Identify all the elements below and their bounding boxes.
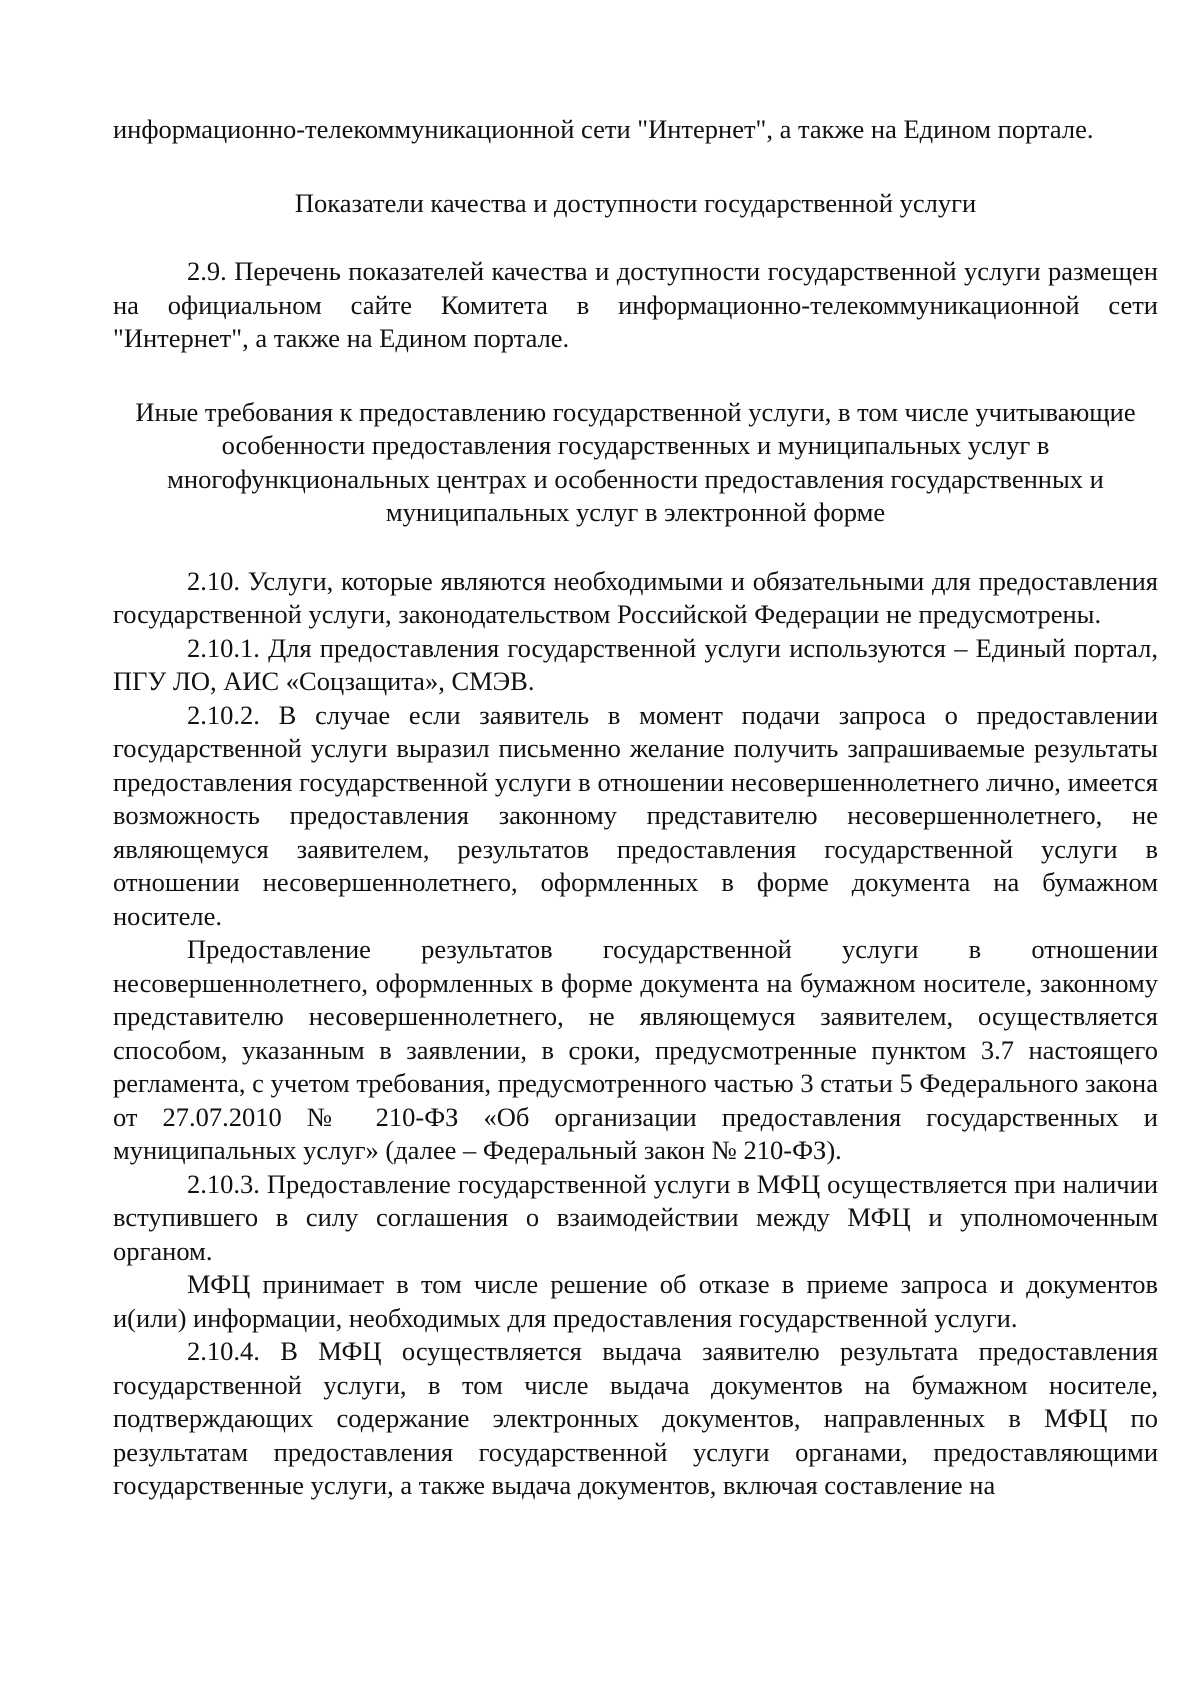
paragraph-2-10-2: 2.10.2. В случае если заявитель в момент подачи запроса о предоставлении государственной услуги выразил письменно желание получить запрашиваемые результаты предоставления государственной услуги в отношении несовершеннолетнего лично, имеется возможность предоставления законному представителю несовершеннолетнего, не являющемуся заявителем, результатов предоставления государственной услуги в отношении несовершеннолетнего, оформленных в форме документа на бумажном носителе. — [113, 699, 1158, 931]
paragraph-2-10-4: 2.10.4. В МФЦ осуществляется выдача заявителю результата предоставления государственной услуги, в том числе выдача документов на бумажном носителе, подтверждающих содержание электронных документов, направленных в МФЦ по результатам предоставления государственной услуги органами, предоставляющими государственные услуги, а также выдача документов, включая составление на — [113, 1336, 1158, 1500]
paragraph-results: Предоставление результатов государственной услуги в отношении несовершеннолетнего, оформленных в форме документа на бумажном носителе, законному представителю несовершеннолетнего, не являющемуся заявителем, осуществляется способом, указанным в заявлении, в сроки, предусмотренные пунктом 3.7 настоящего регламента, с учетом требования, предусмотренного частью 3 статьи 5 Федерального закона от 27.07.2010 № 210-ФЗ «Об организации предоставления государственных и муниципальных услуг» (далее – Федеральный закон № 210-ФЗ). — [113, 934, 1158, 1165]
intro-paragraph: информационно-телекоммуникационной сети "Интернет", а также на Едином портале. — [113, 114, 1094, 144]
paragraph-2-9: 2.9. Перечень показателей качества и доступности государственной услуги размещен на официальном сайте Комитета в информационно-телекоммуникационной сети "Интернет", а также на Едином портале. — [113, 256, 1158, 353]
paragraph-mfc: МФЦ принимает в том числе решение об отказе в приеме запроса и документов и(или) информации, необходимых для предоставления государственной услуги. — [113, 1269, 1158, 1333]
paragraph-2-10-3: 2.10.3. Предоставление государственной услуги в МФЦ осуществляется при наличии вступившего в силу соглашения о взаимодействии между МФЦ и уполномоченным органом. — [113, 1168, 1158, 1266]
paragraph-2-10-1: 2.10.1. Для предоставления государственной услуги используются – Единый портал, ПГУ ЛО, АИС «Соцзащита», СМЭВ. — [113, 632, 1158, 696]
document-page — [113, 113, 1158, 1503]
paragraph-2-10: 2.10. Услуги, которые являются необходимыми и обязательными для предоставления государственной услуги, законодательством Российской Федерации не предусмотрены. — [113, 565, 1158, 629]
heading-quality-indicators: Показатели качества и доступности государственной услуги — [294, 187, 977, 218]
heading-other-requirements: Иные требования к предоставлению государственной услуги, в том числе учитывающие особенности предоставления государственных и муниципальных услуг в многофункциональных центрах и особенности предоставления государственных и муниципальных услуг в электронной форме — [135, 396, 1136, 527]
